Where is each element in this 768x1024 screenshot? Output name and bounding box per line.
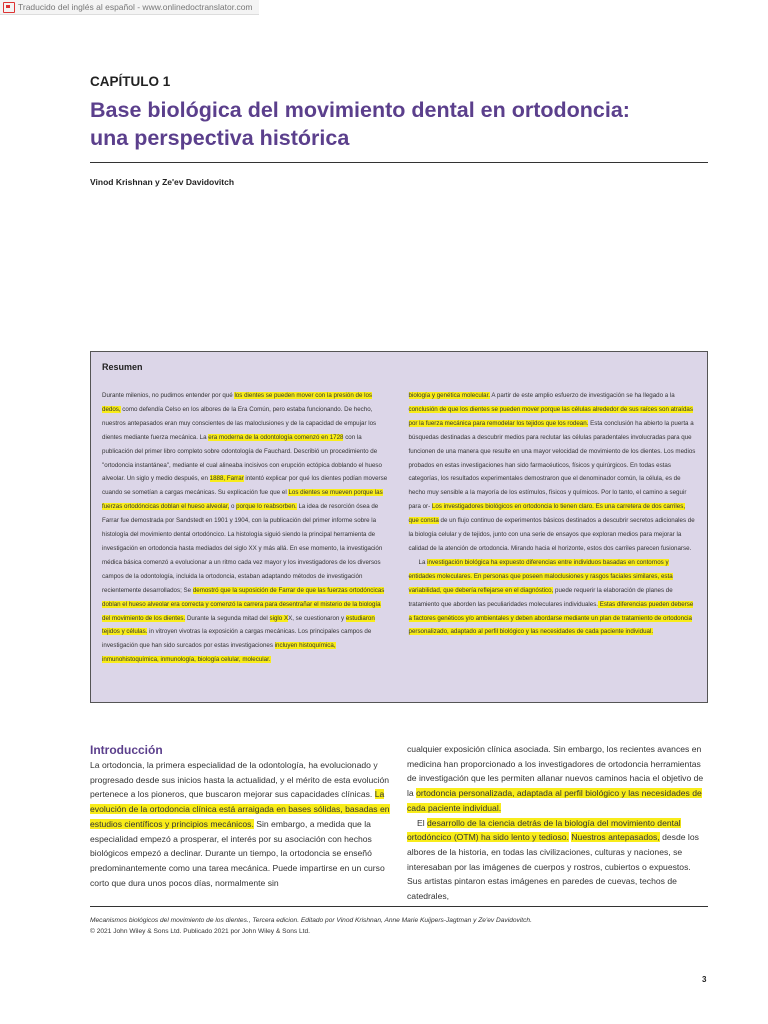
text-run: o xyxy=(229,503,237,511)
highlighted-text: era moderna de la odontología comenzó en 1728 xyxy=(208,433,344,441)
translator-bar[interactable] xyxy=(0,0,259,15)
paragraph xyxy=(409,556,698,639)
highlighted-text: porque lo reabsorben. xyxy=(236,503,297,511)
paragraph xyxy=(407,742,707,816)
highlighted-text: desarrollo de la ciencia detrás de la biología del movimiento dental ortodóncico (OTM) ha sido lento y tedioso. xyxy=(407,817,681,843)
footnote-divider xyxy=(90,906,708,907)
abstract-box xyxy=(90,351,708,703)
text-run: puede requerir la elaboración de planes de tratamiento que aborden las peculiaridades moleculares individuales. xyxy=(408,586,673,608)
text-run: in vitroyen vivotras la exposición a cargas mecánicas. Los principales campos de investigación que han sido surcados por estas investigaciones xyxy=(102,628,372,650)
highlighted-text: Estas diferencias pueden deberse a factores genéticos y/o ambientales y deben abordarse mediante un plan de tratamiento de ortodoncia personalizado, adaptado al perfil biológico y las necesidades de cada paciente individual. xyxy=(408,600,694,636)
highlighted-text: incluyen histoquímica, inmunohistoquímica, inmunología, biología celular, molecular. xyxy=(102,642,336,664)
highlighted-text: siglo X xyxy=(269,614,289,622)
text-run: Esta conclusión ha abierto la puerta a búsquedas destinadas a descubrir medios para reclutar las células paradentales involucradas para que funcionen de una manera que resulte en una mayor velocidad de movimiento de los dientes. Los medios probados en estas investigaciones han sido farmacéuticos, físicos y quirúrgicos. En todas estas categorías, los resultados experimentales demostraron que el denominador común, la célula, es de hecho muy sensible a la mayoría de los estímulos, físicos y químicos. Por lo tanto, el camino a seguir para or- xyxy=(408,419,696,511)
paragraph xyxy=(409,389,698,556)
text-run: La ortodoncia, la primera especialidad de la odontología, ha evolucionado y progresado desde sus inicios hasta la actualidad, y el mérito de esta evolución pertenece a los pioneros, que buscaron mejorar sus capacidades clínicas. xyxy=(90,760,390,800)
text-run: cualquier exposición clínica asociada. Sin embargo, los recientes avances en medicina han proporcionado a los investigadores de ortodoncia herramientas de investigación que les permiten allanar nuevos caminos hacia el objetivo de la xyxy=(407,744,704,799)
chapter-title xyxy=(90,96,710,152)
text-run: La xyxy=(418,558,428,566)
title-divider xyxy=(90,162,708,163)
authors: Vinod Krishnan y Ze'ev Davidovitch xyxy=(90,177,235,187)
highlighted-text: Los dientes se mueven porque las fuerzas ortodóncicas doblan el hueso alveolar, xyxy=(102,489,383,511)
text-run: de un flujo continuo de experimentos básicos destinados a descubrir secretos adicionales de la biología celular y de tejidos, junto con una serie de ensayos que exploran medios para mejorar la calidad de la atención de ortodoncia. Mirando hacia el horizonte, estos dos carriles parecen fusionarse. xyxy=(408,517,695,552)
text-run: El xyxy=(417,817,428,828)
text-run: Durante la segunda mitad del xyxy=(185,614,270,622)
introduction-right-column xyxy=(407,742,707,904)
highlighted-text: los dientes se pueden mover con la presión de los dedos, xyxy=(102,392,373,413)
highlighted-text: demostró que la suposición de Farrar de que las fuerzas ortodóncicas doblan el hueso alveolar era correcta y comenzó la carrera para desentrañar el misterio de la biología del movimiento de los dientes. xyxy=(102,586,385,622)
translator-logo-icon xyxy=(3,2,15,13)
text-run: Sin embargo, a medida que la especialidad empezó a prosperar, el interés por su asociación con hechos biológicos empezó a declinar. Durante un tiempo, la ortodoncia se enseñó predominantemente como una tarea mecánica. Puede impartirse en un curso corto que dura unos pocos días, normalmente sin xyxy=(90,818,385,888)
text-run: con la publicación del primer libro completo sobre odontología de Fauchard. Describió un procedimiento de "ortodoncia instantánea", mediante el cual alineaba incisivos con erupción ectópica doblando el hueso alveolar. Un siglo y medio después, en xyxy=(102,433,382,483)
text-run: como defendía Celso en los albores de la Era Común, pero estaba funcionando. De hecho, nuestros antepasados eran muy conscientes de las maloclusiones y de la capacidad de empujar los dientes mediante fuerza mecánica. La xyxy=(102,405,377,441)
abstract-left-column xyxy=(102,389,391,667)
highlighted-text: Los investigadores biológicos en ortodoncia lo tienen claro. Es una carretera de dos carriles, que consta xyxy=(408,503,686,525)
highlighted-text: estudiaron tejidos y células. xyxy=(102,614,375,636)
translator-bar-text[interactable]: Traducido del inglés al español - www.onlinedoctranslator.com xyxy=(18,2,253,12)
highlighted-text: ortodoncia personalizada, adaptada al perfil biológico y las necesidades de cada paciente individual. xyxy=(407,788,702,813)
footnote-line-2: © 2021 John Wiley & Sons Ltd. Publicado 2021 por John Wiley & Sons Ltd. xyxy=(90,928,311,935)
chapter-label: CAPÍTULO 1 xyxy=(90,74,171,89)
abstract-right-column xyxy=(409,389,698,667)
text-run: desde los albores de la historia, en todas las civilizaciones, culturas y naciones, se interesaban por las imágenes de cuerpos y rostros, cubiertos o expuestos. Sus artistas pintaron estas imágenes en paredes de cuevas, techos de catedrales, xyxy=(407,832,699,902)
highlighted-text: conclusión de que los dientes se pueden mover porque las células alrededor de sus raíces son atraídas por la fuerza mecánica para remodelar los tejidos que los rodean. xyxy=(408,405,693,427)
highlighted-text: Nuestros antepasados, xyxy=(571,832,660,843)
paragraph xyxy=(407,816,707,904)
footnote-line-1: Mecanismos biológicos del movimiento de los dientes., Tercera edicion. Editado por Vinod Krishnan, Anne Marie Kuijpers-Jagtman y Ze'ev Davidovitch. xyxy=(90,917,532,924)
title-line-1: Base biológica del movimiento dental en ortodoncia: xyxy=(90,98,630,122)
introduction-heading: Introducción xyxy=(90,743,163,757)
introduction-left-column xyxy=(90,742,390,904)
text-run: La idea de resorción ósea de Farrar fue demostrada por Sandstedt en 1901 y 1904, con la publicación del primer informe sobre la histología del movimiento dental ortodóncico. La histología siguió siendo la principal herramienta de investigación en ortodoncia hasta mediados del siglo XX y más allá. En ese momento, la investigación médica básica comenzó a evolucionar a un ritmo cada vez mayor y los investigadores de los diversos campos de la odontología, incluida la ortodoncia, estaban adaptando métodos de investigación recientemente desarrollados; Se xyxy=(102,503,383,594)
highlighted-text: La evolución de la ortodoncia clínica está arraigada en bases sólidas, basadas en estudios científicos y principios mecánicos. xyxy=(90,789,390,829)
paragraph xyxy=(102,389,391,667)
introduction-section xyxy=(90,742,708,904)
title-line-2: una perspectiva histórica xyxy=(90,126,350,150)
introduction-left-text xyxy=(90,758,390,890)
page-number: 3 xyxy=(702,975,707,984)
text-run: A partir de este amplio esfuerzo de investigación se ha llegado a la xyxy=(490,392,675,399)
text-run: intentó explicar por qué los dientes podían moverse cuando se sometían a cargas mecánicas. Su explicación fue que el xyxy=(102,475,388,497)
highlighted-text: 1888, Farrar xyxy=(209,475,244,483)
footnote xyxy=(90,915,708,937)
highlighted-text: biología y genética molecular. xyxy=(408,392,491,399)
text-run: X, se cuestionaron y xyxy=(288,614,346,622)
text-run: Durante milenios, no pudimos entender por qué xyxy=(102,392,235,399)
abstract-heading: Resumen xyxy=(102,362,143,372)
paragraph xyxy=(90,758,390,890)
highlighted-text: investigación biológica ha expuesto diferencias entre individuos basadas en contornos y entidades moleculares. En personas que poseen maloclusiones y rasgos faciales similares, esta variabilidad, que debería reflejarse en el diagnóstico, xyxy=(408,558,673,594)
